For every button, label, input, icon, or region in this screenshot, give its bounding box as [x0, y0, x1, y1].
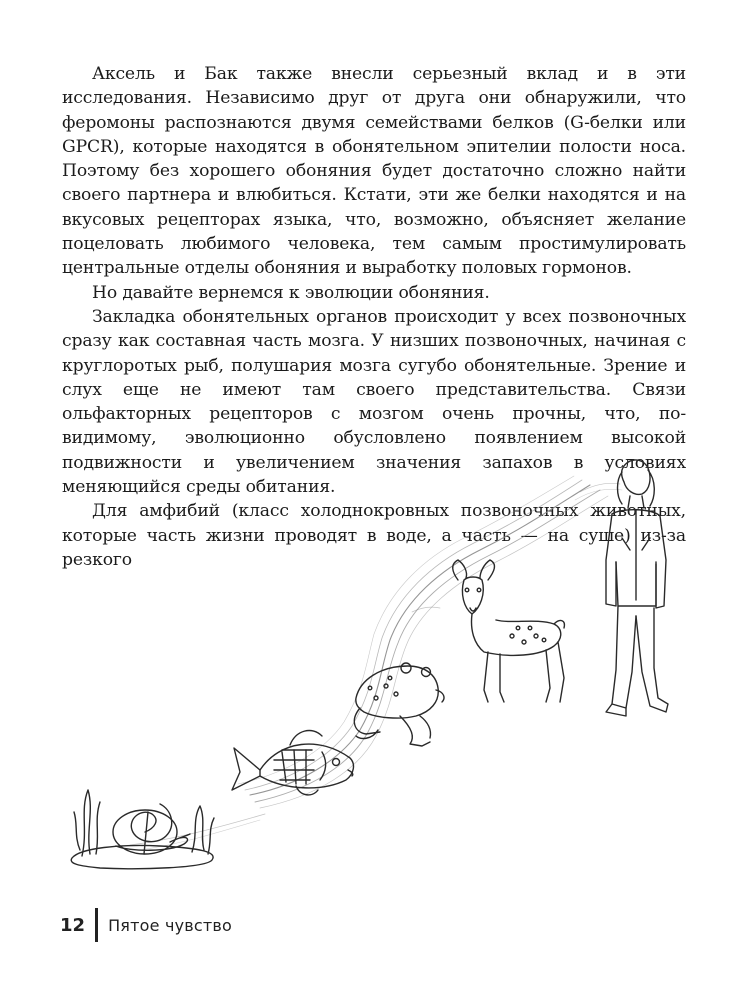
paragraph: Но давайте вернемся к эволюции обоняния.	[92, 282, 490, 303]
running-title: Пятое чувство	[108, 915, 233, 935]
paragraph: Аксель и Бак также внесли серьезный вклад и в эти исследования. Независимо друг от друга они обнаружили, что феромоны распознаются двумя семействами белков (G-белки или GPCR), которые находятся в обонятельном эпителии полости носа. Поэтому без хорошего обоняния будет достаточно сложно найти своего партнера и влюбиться. Кстати, эти же белки находятся и на вкусовых рецепторах языка, что, возможно, объясняет желание поцеловать любимого человека, тем самым простимулировать центральные отделы обоняния и выработку половых гормонов.	[62, 64, 686, 279]
evolution-illustration	[60, 440, 700, 880]
scent-trail	[130, 476, 622, 850]
fish-drawing	[232, 730, 353, 794]
human-drawing	[606, 460, 668, 716]
footer-divider	[95, 908, 98, 942]
frog-drawing	[354, 663, 444, 746]
paragraph: Для амфибий (класс холоднокровных позвоночных животных, которые часть жизни проводят в воде, а часть — на суше) из-за резкого	[62, 501, 686, 570]
paragraph: Закладка обонятельных органов происходит у всех позвоночных сразу как составная часть мозга. У низших позвоночных, начиная с круглоротых рыб, полушария мозга сугубо обонятельные. Зрение и слух еще не имеют там своего представительства. Связи ольфакторных рецепторов с мозгом очень прочны, что, по-видимому, эволюционно обусловлено появлением высокой подвижности и увеличением значения запахов в условиях меняющийся среды обитания.	[62, 306, 686, 498]
page-number: 12	[60, 914, 86, 936]
deer-drawing	[453, 560, 565, 702]
snail-drawing	[71, 790, 214, 869]
page-footer	[60, 908, 232, 942]
